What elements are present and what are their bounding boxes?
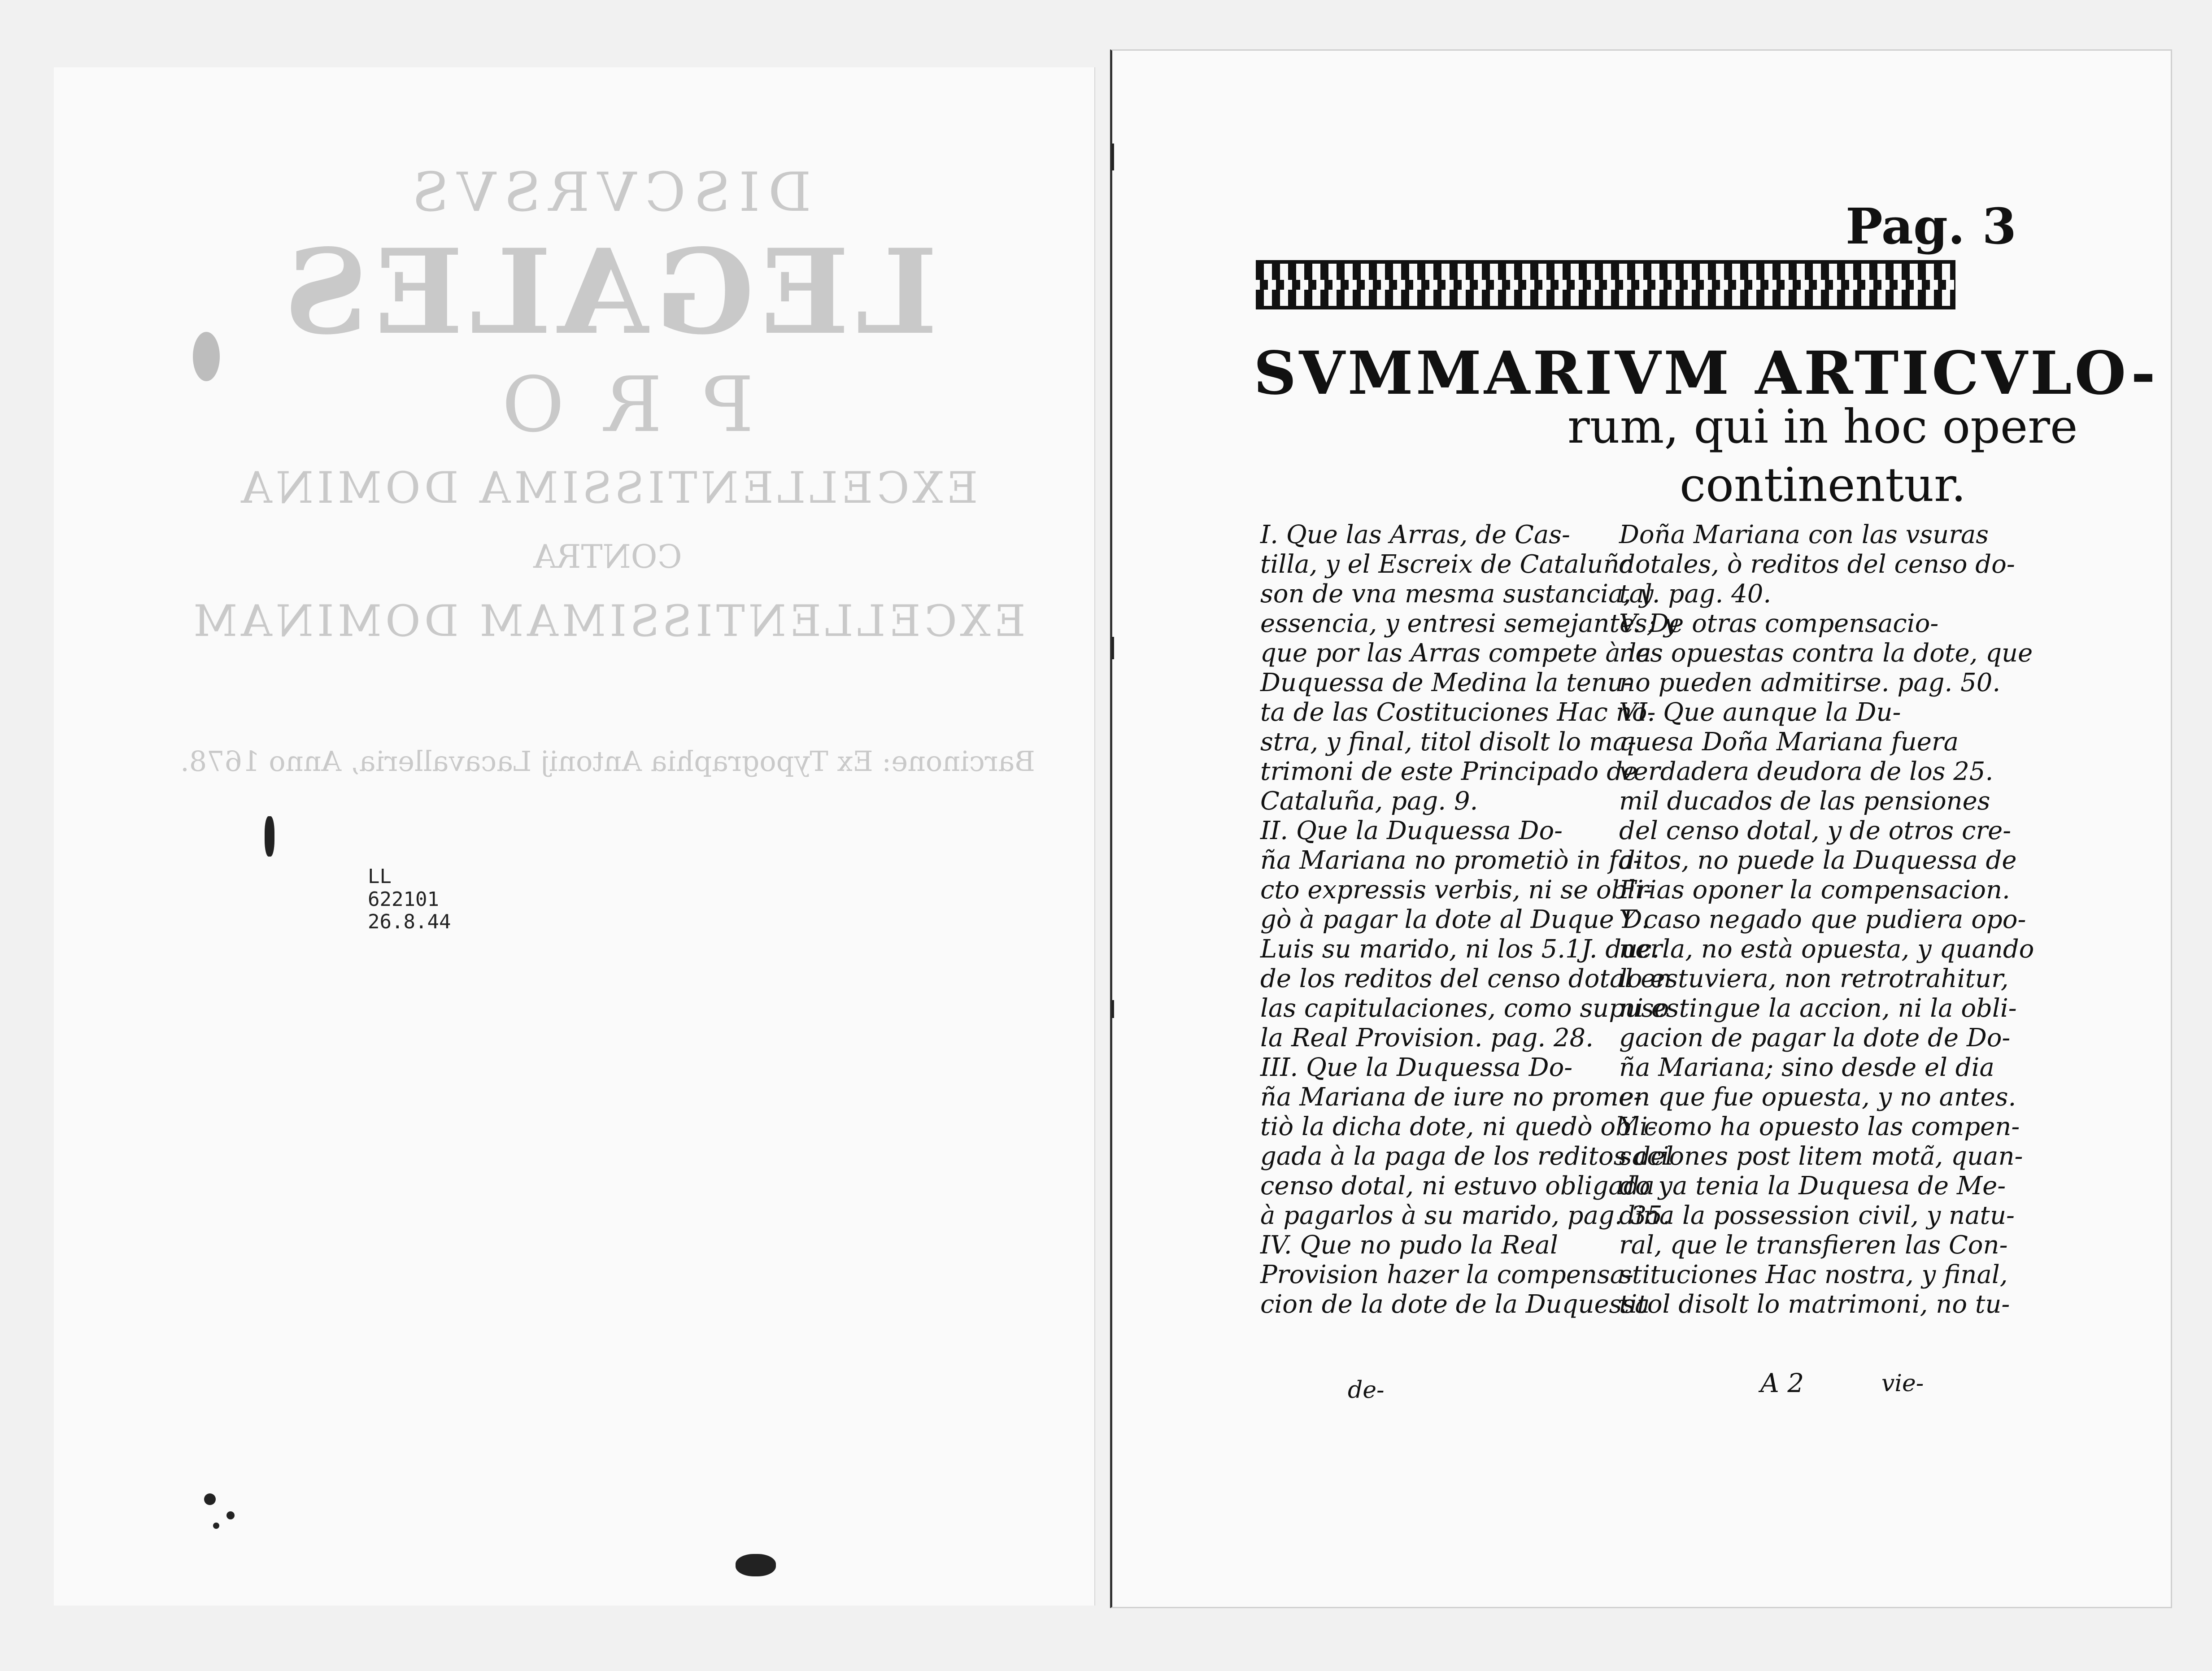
text-line: las capitulaciones, como supuso [1260, 994, 1669, 1023]
text-line: III. Que la Duquessa Do- [1260, 1053, 1573, 1082]
text-line: II. Que la Duquessa Do- [1260, 816, 1563, 845]
text-line: verdadera deudora de los 25. [1619, 757, 1994, 786]
text-line: gada à la paga de los reditos del [1260, 1142, 1674, 1171]
text-line: Luis su marido, ni los 5.1J. duc. [1260, 935, 1660, 964]
text-line: ta de las Costituciones Hac no- [1260, 698, 1656, 727]
bleed-line-2: LEGALES [278, 224, 938, 361]
text-line: en que fue opuesta, y no antes. [1619, 1083, 2016, 1112]
text-line: dotales, ò reditos del censo do- [1619, 550, 2015, 579]
page-number: Pag. 3 [1846, 197, 2017, 255]
text-line: tal. pag. 40. [1619, 579, 1772, 609]
gutter-mark [1111, 637, 1114, 659]
text-line: V. De otras compensacio- [1619, 609, 1939, 638]
text-line: saciones post litem motã, quan- [1619, 1142, 2023, 1171]
text-line: son de vna mesma sustancia, y [1260, 579, 1654, 609]
text-line: de los reditos del censo dotal en [1260, 964, 1672, 993]
text-line: Y caso negado que pudiera opo- [1619, 905, 2026, 934]
text-line: ña Mariana no prometiò in fa- [1260, 846, 1642, 875]
text-line: del censo dotal, y de otros cre- [1619, 816, 2012, 845]
text-line: ral, que le transfieren las Con- [1619, 1231, 2008, 1260]
text-columns [1260, 520, 2034, 1395]
title-line-1: SVMMARIVM ARTICVLO- [1254, 339, 2158, 408]
bleed-line-5: CONTRA [533, 538, 682, 575]
shelfmark-line: 622101 [368, 888, 439, 911]
bleed-through-text [170, 152, 1045, 1453]
text-line: mil ducados de las pensiones [1619, 787, 1990, 816]
catchword-right: vie- [1881, 1370, 1924, 1397]
signature-mark: A 2 [1760, 1368, 1804, 1398]
ink-mark [265, 816, 274, 857]
text-line: Cataluña, pag. 9. [1260, 787, 1478, 816]
gutter-mark [1111, 144, 1114, 170]
text-line: censo dotal, ni estuvo obligada [1260, 1171, 1655, 1201]
gutter-mark [1111, 1000, 1114, 1018]
text-line: cion de la dote de la Duquessa [1260, 1290, 1650, 1319]
ink-speck [213, 1523, 219, 1529]
text-column-right [1619, 520, 2034, 1395]
text-line: cto expressis verbis, ni se obli- [1260, 875, 1652, 905]
text-line: stra, y final, titol disolt lo ma- [1260, 727, 1637, 757]
bleed-imprint: Barcinone: Ex Typographia Antonij Lacavalleria, Anno 1678. [180, 745, 1035, 778]
ink-blot [736, 1554, 776, 1576]
text-line: nes opuestas contra la dote, que [1619, 639, 2033, 668]
catchword-left: de- [1348, 1377, 1385, 1404]
ink-speck [226, 1511, 235, 1519]
shelfmark-line: LL [368, 865, 392, 888]
ornamental-border [1256, 260, 1955, 309]
text-line: do ya tenia la Duquesa de Me- [1619, 1171, 2006, 1201]
text-line: tilla, y el Escreix de Cataluña [1260, 550, 1635, 579]
text-line: quesa Doña Mariana fuera [1619, 727, 1959, 757]
text-line: Frias oponer la compensacion. [1619, 875, 2010, 905]
text-line: gò à pagar la dote al Duque D. [1260, 905, 1650, 934]
bleed-line-3: PRO [462, 361, 754, 449]
bleed-line-6: EXCELLENTISSIMAM DOMINAM [190, 596, 1026, 647]
title-line-3: continentur. [1680, 457, 1966, 512]
text-line: stituciones Hac nostra, y final, [1619, 1260, 2008, 1289]
text-line: à pagarlos à su marido, pag. 35. [1260, 1201, 1671, 1230]
text-line: I. Que las Arras, de Cas- [1260, 520, 1570, 549]
text-line: no pueden admitirse. pag. 50. [1619, 668, 2001, 697]
shelfmark [368, 866, 451, 934]
bleed-line-4: EXCELLENTISSIMA DOMINA [237, 463, 978, 513]
text-line: que por las Arras compete à la [1260, 639, 1651, 668]
text-line: ña Mariana; sino desde el dia [1619, 1053, 1994, 1082]
text-line: titol disolt lo matrimoni, no tu- [1619, 1290, 2010, 1319]
text-line: ña Mariana de iure no prome- [1260, 1083, 1642, 1112]
text-line: lo estuviera, non retrotrahitur, [1619, 964, 2009, 993]
text-line: Doña Mariana con las vsuras [1619, 520, 1989, 549]
text-line: nerla, no està opuesta, y quando [1619, 935, 2034, 964]
text-line: VI. Que aunque la Du- [1619, 698, 1901, 727]
bleed-line-1: DISCVRSVS [404, 161, 811, 224]
text-line: Y como ha opuesto las compen- [1619, 1112, 2020, 1141]
text-line: Provision hazer la compensa- [1260, 1260, 1633, 1289]
text-line: tiò la dicha dote, ni quedò obli- [1260, 1112, 1656, 1141]
text-line: Duquessa de Medina la tenu- [1260, 668, 1632, 697]
text-line: trimoni de este Principado de [1260, 757, 1638, 786]
text-line: ni estingue la accion, ni la obli- [1619, 994, 2017, 1023]
text-column-left [1260, 520, 1678, 1395]
shelfmark-line: 26.8.44 [368, 910, 451, 934]
stain [193, 332, 220, 381]
text-line: essencia, y entresi semejantes; y [1260, 609, 1678, 638]
title-line-2: rum, qui in hoc opere [1568, 399, 2078, 454]
text-line: IV. Que no pudo la Real [1260, 1231, 1558, 1260]
text-line: dina la possession civil, y natu- [1619, 1201, 2015, 1230]
text-line: la Real Provision. pag. 28. [1260, 1023, 1594, 1053]
text-line: ditos, no puede la Duquessa de [1619, 846, 2017, 875]
ink-speck [204, 1493, 216, 1505]
text-line: gacion de pagar la dote de Do- [1619, 1023, 2011, 1053]
